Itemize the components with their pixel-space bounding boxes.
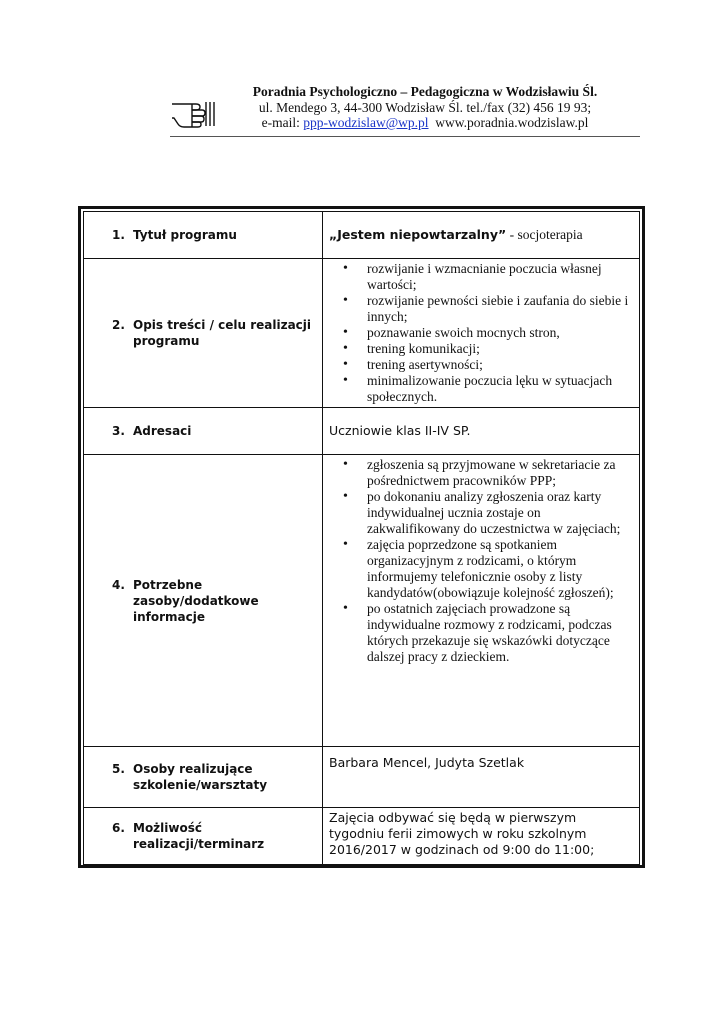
row-label-text: Tytuł programu [133,228,237,242]
row-label [84,808,323,865]
row-number: 5. [112,762,125,776]
list-item: • rozwijanie i wzmacnianie poczucia własnej wartości; [329,261,635,293]
list-item: • po dokonaniu analizy zgłoszenia oraz karty indywidualnej ucznia zostaje on zakwalifikowany do uczestnictwa w zajęciach; [329,489,635,537]
row-label [84,747,323,808]
row-number: 3. [112,424,125,438]
row-label-text: Możliwość realizacji/terminarz [133,821,265,851]
table-row [84,259,640,408]
row-content: Zajęcia odbywać się będą w pierwszym tygodniu ferii zimowych w roku szkolnym 2016/2017 w godzinach od 9:00 do 11:00; [323,808,640,865]
program-title: „Jestem niepowtarzalny” [329,227,507,242]
list-item: • rozwijanie pewności siebie i zaufania do siebie i innych; [329,293,635,325]
email-link[interactable]: ppp-wodzislaw@wp.pl [303,115,429,130]
row-label [84,259,323,408]
list-item: • zajęcia poprzedzone są spotkaniem organizacyjnym z rodzicami, o którym informujemy telefonicznie osoby z listy kandydatów(obowiązuje kolejność zgłoszeń); [329,537,635,601]
list-item: • zgłoszenia są przyjmowane w sekretariacie za pośrednictwem pracowników PPP; [329,457,635,489]
table-row [84,455,640,747]
program-table [83,211,640,865]
list-item: • minimalizowanie poczucia lęku w sytuacjach społecznych. [329,373,635,405]
list-item: • trening komunikacji; [329,341,635,357]
table-row [84,747,640,808]
list-item: • trening asertywności; [329,357,635,373]
row-label [84,455,323,747]
goals-list [329,261,635,405]
program-title-suffix: - socjoterapia [506,227,583,242]
row-content [323,259,640,408]
address-line: ul. Mendego 3, 44-300 Wodzisław Śl. tel./fax (32) 456 19 93; [258,99,592,115]
contact-line [170,115,640,131]
row-label-text: Adresaci [133,424,192,438]
row-content [323,212,640,259]
row-label-text: Osoby realizujące szkolenie/warsztaty [133,762,268,792]
row-content: Barbara Mencel, Judyta Szetlak [323,747,640,808]
table-row [84,212,640,259]
program-table-frame [78,206,645,868]
row-label [84,212,323,259]
table-row [84,808,640,865]
info-list [329,457,635,665]
website-text: www.poradnia.wodzislaw.pl [435,115,589,130]
row-number: 1. [112,228,125,242]
organization-name: Poradnia Psychologiczno – Pedagogiczna w Wodzisławiu Śl. [252,84,598,99]
row-content: Uczniowie klas II-IV SP. [323,408,640,455]
list-item: • po ostatnich zajęciach prowadzone są indywidualne rozmowy z rodzicami, podczas których przekazuje się wskazówki dotyczące dalszej pracy z dzieckiem. [329,601,635,665]
row-number: 2. [112,318,125,332]
header-divider [170,136,640,137]
row-label-text: Potrzebne zasoby/dodatkowe informacje [133,577,259,624]
row-number: 6. [112,821,125,835]
list-item: • poznawanie swoich mocnych stron, [329,325,635,341]
row-content [323,455,640,747]
email-prefix: e-mail: [261,115,300,130]
row-label-text: Opis treści / celu realizacji programu [133,318,312,348]
row-number: 4. [112,577,125,592]
row-label [84,408,323,455]
table-row [84,408,640,455]
